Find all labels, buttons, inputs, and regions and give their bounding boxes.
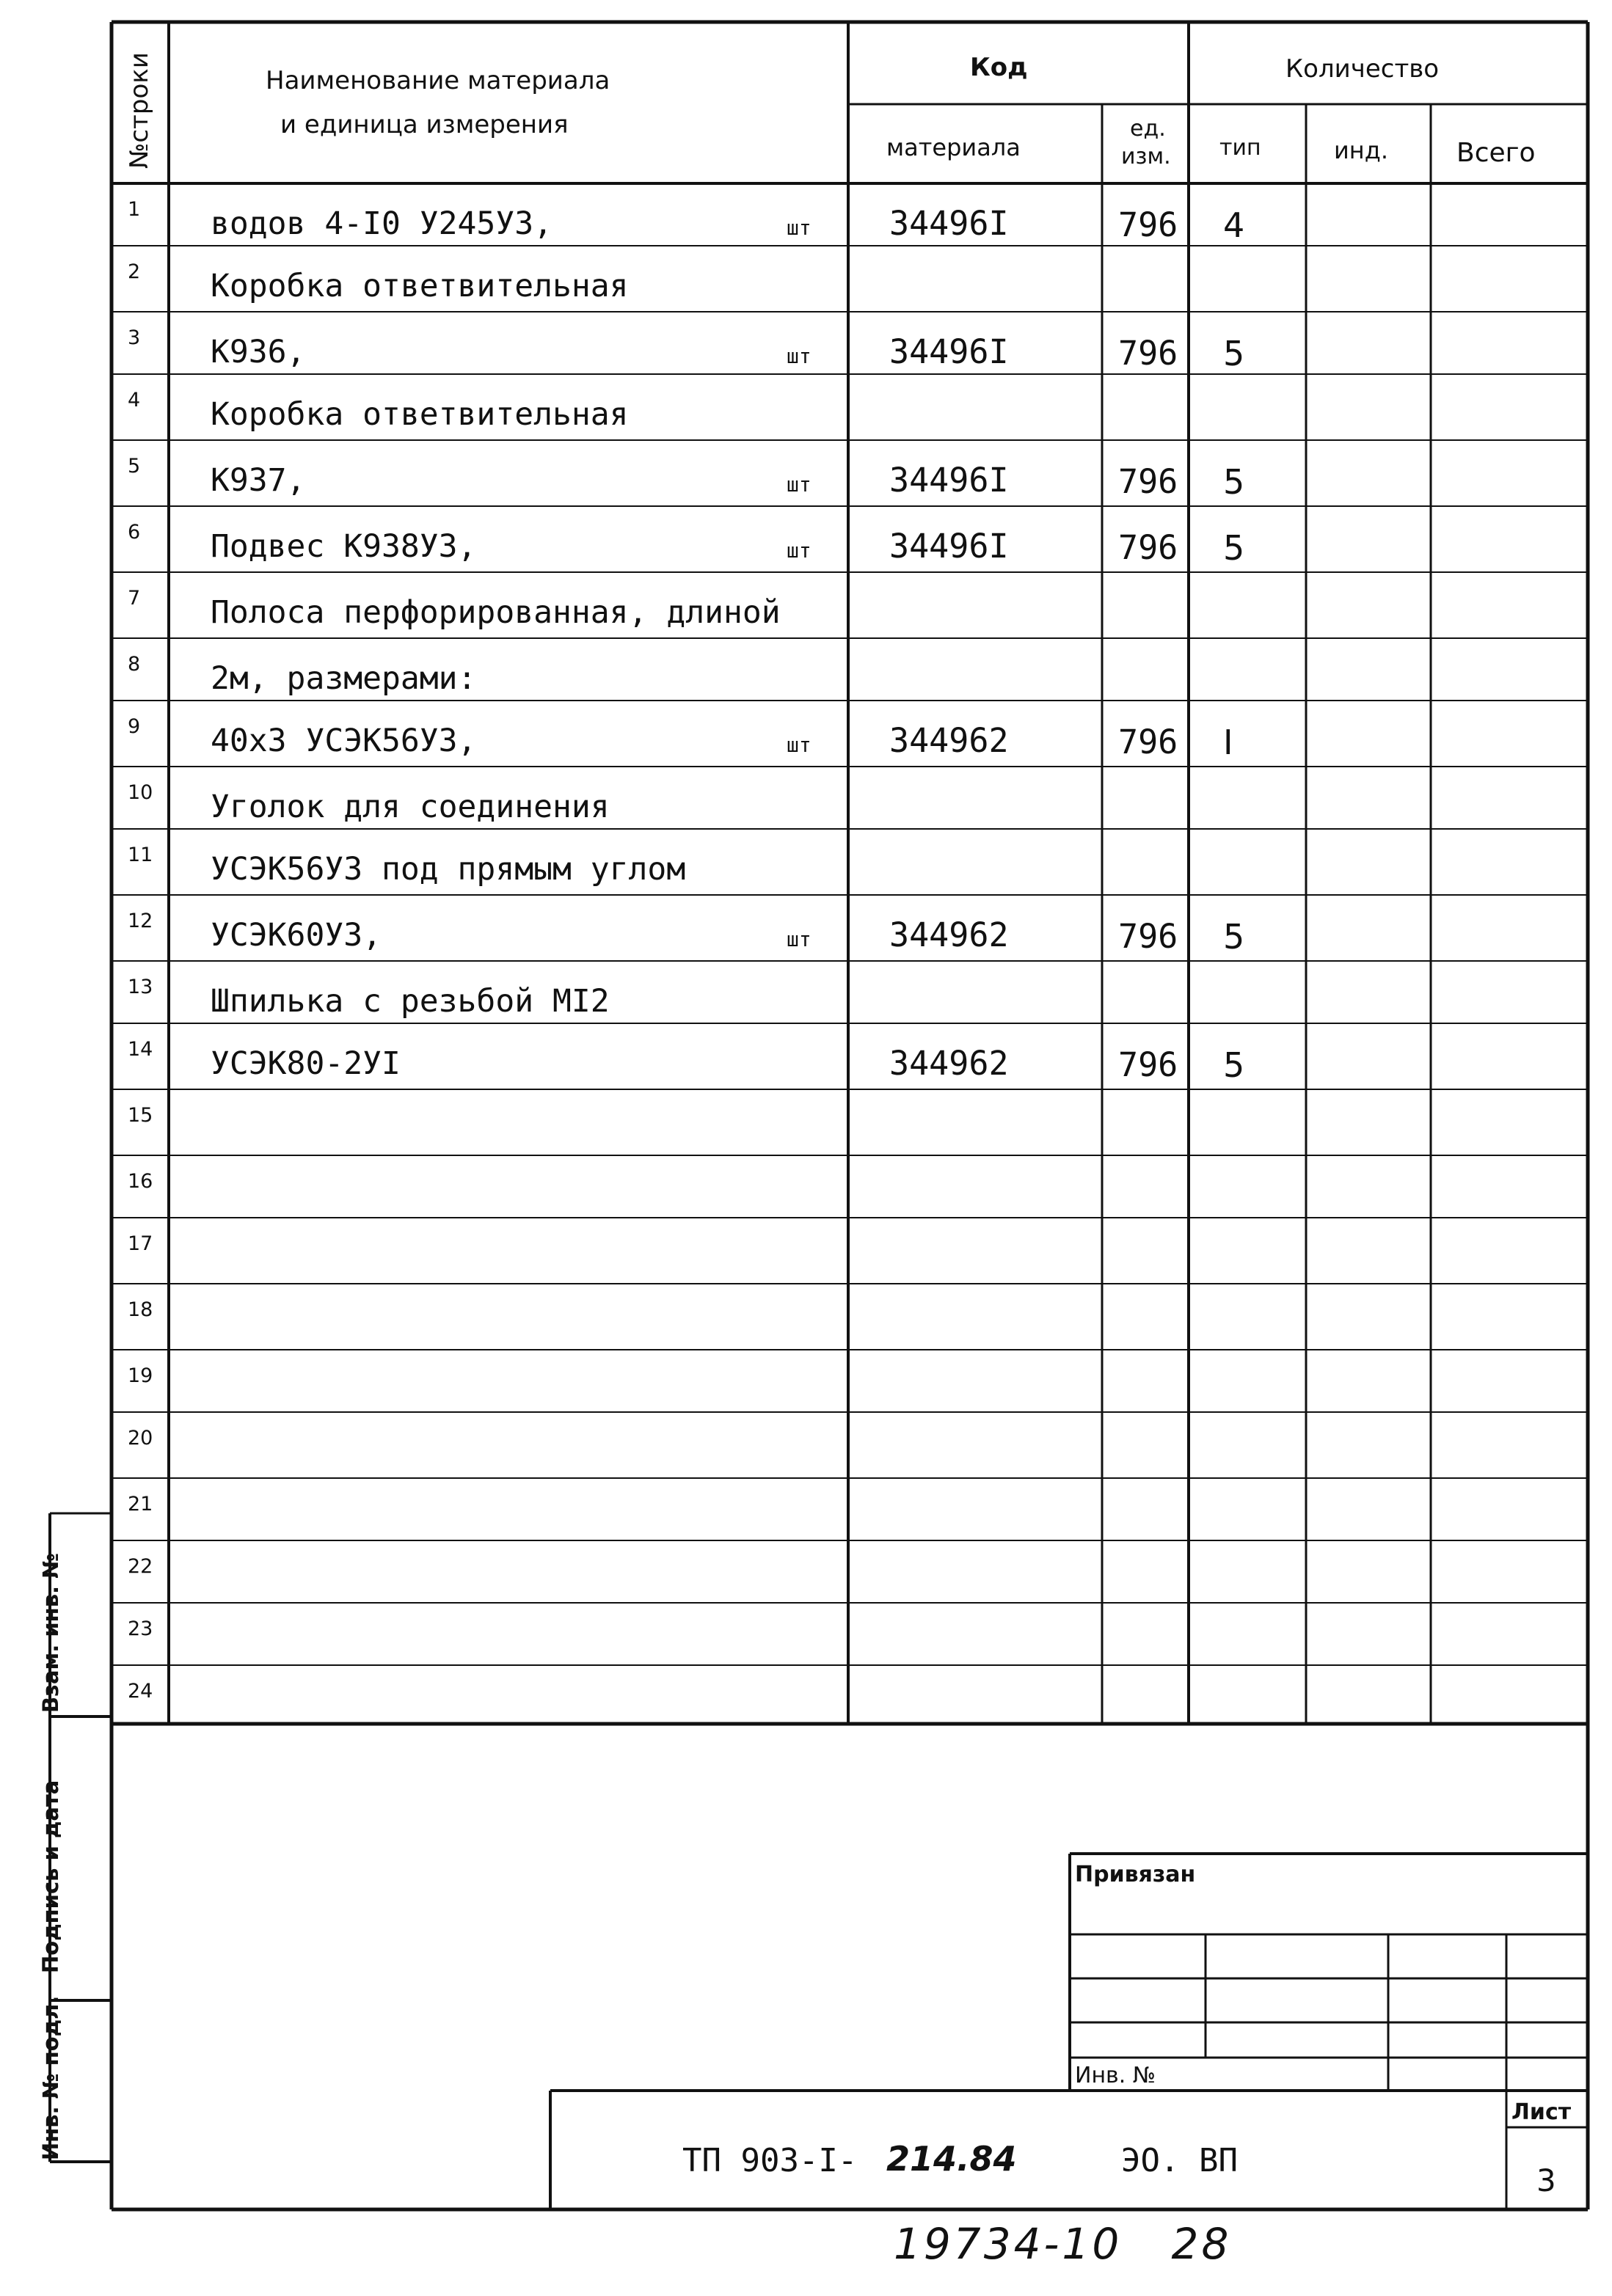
row-number: 7 — [128, 587, 141, 610]
row-number: 14 — [128, 1038, 153, 1061]
row-number: 19 — [128, 1364, 153, 1387]
row-unit-code: 796 — [1118, 917, 1178, 956]
table-row — [112, 829, 1588, 895]
stamp-doc-code-handwritten: 214.84 — [886, 2139, 1017, 2179]
table-row — [112, 1665, 1588, 1724]
table-row — [112, 961, 1588, 1023]
header-name-line2: и единица измерения — [280, 110, 569, 139]
row-unit-code: 796 — [1118, 334, 1178, 373]
row-name: К937, — [211, 462, 306, 499]
row-name: УСЭК60УЗ, — [211, 917, 382, 954]
row-unit: шт — [787, 472, 812, 497]
row-name: УСЭК80-2УI — [211, 1045, 401, 1082]
header-qty-ind: инд. — [1334, 136, 1389, 164]
row-unit: шт — [787, 216, 812, 240]
row-name: Шпилька с резьбой МI2 — [211, 983, 610, 1020]
row-material-code: 34496I — [889, 204, 1009, 243]
header-name-line1: Наименование материала — [266, 66, 610, 95]
table-row — [112, 183, 1588, 246]
row-unit-code: 796 — [1118, 462, 1178, 501]
table-row — [112, 1540, 1588, 1603]
row-unit: шт — [787, 344, 812, 368]
table-row — [112, 767, 1588, 829]
row-name: УСЭК56УЗ под прямым углом — [211, 851, 686, 888]
header-code-material: материала — [886, 134, 1021, 161]
table-row — [112, 440, 1588, 506]
row-number: 15 — [128, 1104, 153, 1127]
table-row — [112, 312, 1588, 374]
row-number: 18 — [128, 1298, 153, 1321]
row-name: Коробка ответвительная — [211, 268, 629, 304]
row-number: 5 — [128, 455, 141, 478]
row-unit-code: 796 — [1118, 528, 1178, 567]
table-row — [112, 1089, 1588, 1155]
row-qty-type: 5 — [1223, 1045, 1245, 1085]
row-number: 1 — [128, 198, 141, 221]
row-material-code: 344962 — [889, 1044, 1009, 1083]
stamp-privyazan: Привязан — [1075, 1862, 1196, 1887]
margin-vzam-inv: Взам. инв. № — [38, 1552, 63, 1713]
row-number: 13 — [128, 976, 153, 998]
row-material-code: 34496I — [889, 332, 1009, 371]
row-qty-type: 5 — [1223, 334, 1245, 373]
row-number: 24 — [128, 1680, 153, 1703]
row-number: 20 — [128, 1427, 153, 1449]
row-number: 6 — [128, 521, 141, 544]
margin-signature-date: Подпись и дата — [38, 1780, 63, 1973]
row-number: 2 — [128, 260, 141, 283]
table-row — [112, 1155, 1588, 1218]
header-qty-total: Всего — [1456, 138, 1536, 168]
table-row — [112, 1350, 1588, 1412]
row-number: 22 — [128, 1555, 153, 1578]
header-unit-line2: изм. — [1121, 144, 1171, 169]
table-row — [112, 638, 1588, 701]
table-row — [112, 572, 1588, 638]
table-row — [112, 506, 1588, 572]
stamp-sheet-number: 3 — [1536, 2162, 1556, 2198]
stamp-doc-code: ТП 903-I- — [682, 2142, 858, 2179]
header-row-number: №строки — [125, 52, 154, 169]
stamp-sheet-label: Лист — [1511, 2099, 1572, 2125]
table-row — [112, 1603, 1588, 1665]
row-number: 16 — [128, 1170, 153, 1193]
row-qty-type: I — [1223, 723, 1233, 762]
stamp-inv-no: Инв. № — [1075, 2063, 1156, 2088]
header-qty-type: тип — [1219, 135, 1261, 161]
row-number: 17 — [128, 1232, 153, 1255]
table-row — [112, 701, 1588, 767]
row-qty-type: 5 — [1223, 462, 1245, 502]
row-name: водов 4-I0 У245УЗ, — [211, 205, 552, 242]
row-name: Полоса перфорированная, длиной — [211, 594, 781, 631]
row-number: 12 — [128, 910, 153, 932]
row-unit: шт — [787, 927, 812, 951]
row-unit-code: 796 — [1118, 1045, 1178, 1084]
row-number: 11 — [128, 844, 153, 866]
row-name: Коробка ответвительная — [211, 396, 629, 433]
row-number: 9 — [128, 715, 141, 738]
footer-handwritten-number: 19734-10 28 — [894, 2219, 1232, 2269]
margin-inv-podl: Инв. № подл. — [38, 1995, 63, 2160]
row-qty-type: 5 — [1223, 917, 1245, 957]
table-row — [112, 1023, 1588, 1089]
row-number: 23 — [128, 1617, 153, 1640]
row-material-code: 34496I — [889, 527, 1009, 566]
row-material-code: 34496I — [889, 461, 1009, 500]
row-unit-code: 796 — [1118, 723, 1178, 761]
row-material-code: 344962 — [889, 721, 1009, 760]
row-name: К936, — [211, 334, 306, 370]
table-row — [112, 1412, 1588, 1478]
row-number: 8 — [128, 653, 141, 676]
row-unit: шт — [787, 538, 812, 563]
row-name: Уголок для соединения — [211, 789, 610, 825]
row-name: 2м, размерами: — [211, 660, 477, 697]
row-number: 4 — [128, 389, 141, 412]
stamp-doc-suffix: ЭО. ВП — [1121, 2142, 1238, 2179]
table-row — [112, 246, 1588, 312]
header-unit-line1: ед. — [1130, 116, 1166, 142]
row-number: 3 — [128, 326, 141, 349]
row-qty-type: 5 — [1223, 528, 1245, 568]
row-name: Подвес К938УЗ, — [211, 528, 477, 565]
row-number: 10 — [128, 781, 153, 804]
row-unit-code: 796 — [1118, 205, 1178, 244]
row-number: 21 — [128, 1493, 153, 1516]
row-name: 40х3 УСЭК56УЗ, — [211, 723, 477, 759]
row-qty-type: 4 — [1223, 205, 1245, 245]
table-row — [112, 1478, 1588, 1540]
header-quantity: Количество — [1285, 54, 1440, 84]
table-row — [112, 374, 1588, 440]
table-row — [112, 1218, 1588, 1284]
table-row — [112, 1284, 1588, 1350]
header-code: Код — [970, 53, 1028, 82]
row-material-code: 344962 — [889, 915, 1009, 954]
row-unit: шт — [787, 733, 812, 757]
table-row — [112, 895, 1588, 961]
